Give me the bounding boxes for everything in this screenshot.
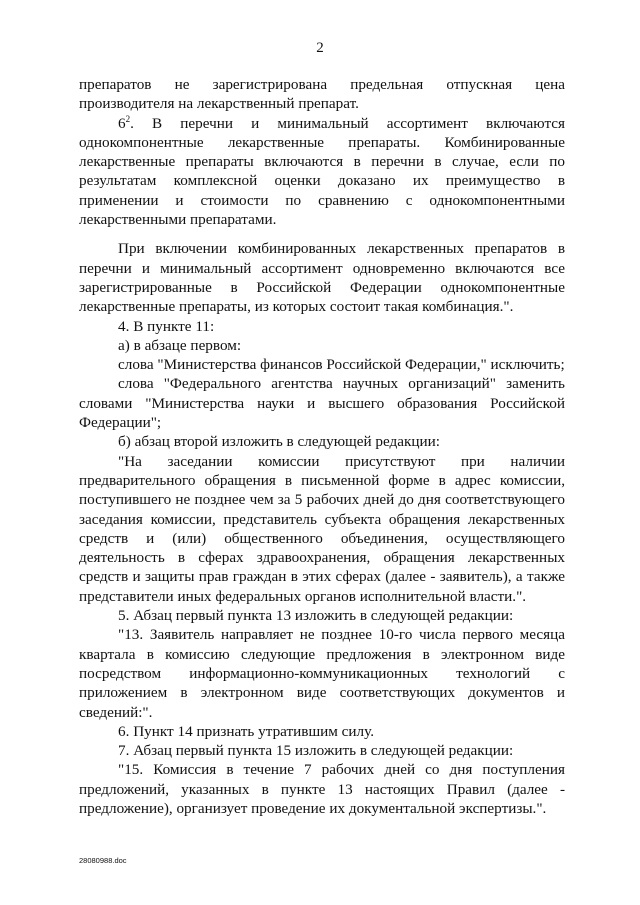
paragraph-text: . В перечни и минимальный ассортимент включаются однокомпонентные лекарственные препараты. Комбинированные лекарственные препараты включаются в перечни в случае, если по результатам комплексной оценки доказано их преимущество в применении и стоимости по сравнению с однокомпонентными лекарственными препаратами. (79, 114, 565, 229)
paragraph-item-4: 4. В пункте 11: (118, 317, 215, 335)
paragraph-6-2 (79, 114, 565, 230)
paragraph-item-15-text: "15. Комиссия в течение 7 рабочих дней со дня поступления предложений, указанных в пункте 13 настоящих Правил (далее - предложение), организует проведение их документальной экспертизы.". (79, 761, 565, 817)
paragraph-item-7: 7. Абзац первый пункта 15 изложить в следующей редакции: (118, 742, 514, 760)
paragraph-item-6: 6. Пункт 14 признать утратившим силу. (118, 722, 374, 740)
paragraph-item-4a: а) в абзаце первом: (118, 336, 242, 354)
paragraph-replace-words: слова "Федерального агентства научных организаций" заменить словами "Министерства науки и высшего образования Российской Федерации"; (79, 375, 565, 432)
paragraph-superscript: 2 (125, 113, 131, 124)
paragraph-exclude-words: слова "Министерства финансов Российской Федерации," исключить; (118, 356, 565, 374)
paragraph-continuation: препаратов не зарегистрирована предельная отпускная цена производителя на лекарственный препарат. (79, 76, 565, 113)
paragraph-item-13-text: "13. Заявитель направляет не позднее 10-го числа первого месяца квартала в комиссию следующие предложения в электронном виде посредством информационно-коммуникационных технологий с приложением в электронном виде соответствующих документов и сведений:". (79, 626, 565, 721)
footer-filename: 28080988.doc (79, 856, 127, 865)
page-number: 2 (316, 40, 324, 56)
document-body (79, 75, 565, 818)
paragraph-combined-drugs: При включении комбинированных лекарственных препаратов в перечни и минимальный ассортимент одновременно включаются все зарегистрированные в Российской Федерации однокомпонентные лекарственные препараты, из которых состоит такая комбинация.". (79, 240, 565, 316)
paragraph-meeting-attendance: "На заседании комиссии присутствуют при наличии предварительного обращения в письменной форме в адрес комиссии, поступившего не позднее чем за 5 рабочих дней до дня соответствующего заседания комиссии, представитель субъекта обращения лекарственных средств и (или) общественного объединения, осуществляющего деятельность в сферах здравоохранения, обращения лекарственных средств и защиты прав граждан в этих сферах (далее - заявитель), а также представители иных федеральных органов исполнительной власти.". (79, 452, 565, 605)
paragraph-item-4b: б) абзац второй изложить в следующей редакции: (118, 433, 440, 451)
paragraph-item-5: 5. Абзац первый пункта 13 изложить в следующей редакции: (118, 607, 514, 625)
paragraph-number: 6 (118, 114, 126, 132)
